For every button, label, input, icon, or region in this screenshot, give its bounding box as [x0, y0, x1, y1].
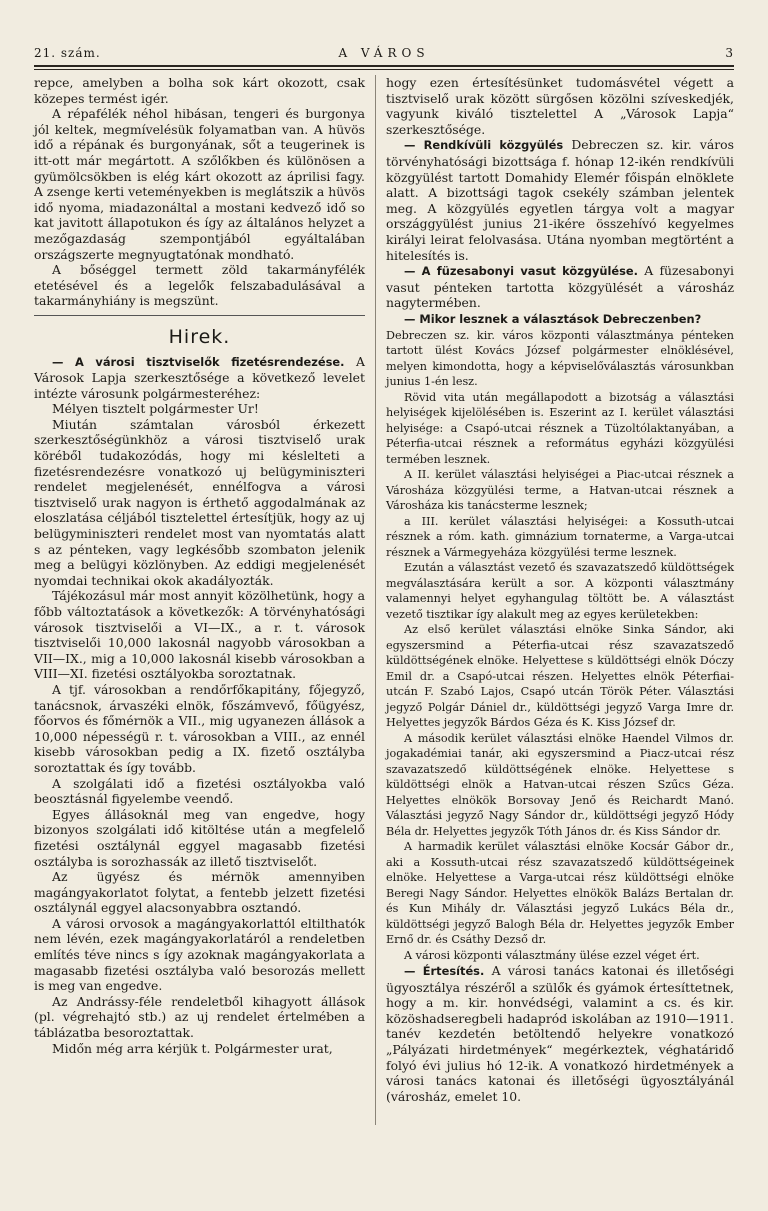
- page-number: 3: [725, 46, 734, 60]
- news-headline: — Rendkívüli közgyülés: [404, 138, 564, 153]
- paragraph: Tájékozásul már most annyit közölhetünk, hogy a főbb változtatások a következők: A törvényhatósági városok tisztviselői a VI—IX., a r. t. városok tisztviselői 10,000 lakosnál nagyobb városokban a VII—IX., mig a 10,000 lakosnál kisebb városokban a VIII—XI. fizetési osztályokba soroztatnak.: [34, 588, 365, 682]
- paragraph: Egyes állásoknál meg van engedve, hogy bizonyos szolgálati idő kitöltése után a megfelelő fizetési osztálynál eggyel magasabb fizetési osztályba is sorozhassák az illető tisztviselőt.: [34, 806, 365, 869]
- left-column: [34, 75, 365, 1056]
- small-print-block: [386, 328, 734, 964]
- paragraph: A második kerület választási elnöke Haendel Vilmos dr. jogakadémiai tanár, aki egyszersmind a Piacz-utcai rész szavazatszedő küldöttségének elnöke. Helyettese s küldöttségi elnök a Hatvan-utcai részen Szűcs Géza. Helyettes elnökök Borsovay Jenő és Reichardt Manó. Választási jegyző Nagy Sándor dr., küldöttségi jegyző Hódy Béla dr. Helyettes jegyzők Tóth János dr. és Kiss Sándor dr.: [386, 731, 734, 838]
- news-body: A Városok Lapja szerkesztősége a következő levelet intézte városunk polgármesteréhez:: [34, 353, 365, 401]
- news-item: [386, 963, 734, 1104]
- paragraph: Az első kerület választási elnöke Sinka Sándor, aki egyszersmind a Péterfia-utcai rész szavazatszedő küldöttségének elnöke. Helyettese s küldöttségi elnök Dóczy Emil dr. a Csapó-utcai részen. Helyettes elnök Péterfiai-utcán F. Szabó Lajos, Csapó utcán Török Péter. Választási jegyző Polgár Dániel dr., küldöttségi jegyző Varga Imre dr. Helyettes jegyzők Bárdos Géza és K. Kiss József dr.: [386, 623, 734, 729]
- paragraph: A harmadik kerület választási elnöke Kocsár Gábor dr., aki a Kossuth-utcai rész szavazatszedő küldöttségeinek elnöke. Helyettese a Varga-utcai rész küldöttségi elnöke Beregi Nagy Sándor. Helyettes elnökök Balázs Bertalan dr. és Kun Mihály dr. Választási jegyző Lukács Béla dr., küldöttségi jegyző Balogh Béla dr. Helyettes jegyzők Ember Ernő dr. és Csáthy Dezső dr.: [386, 840, 734, 946]
- paragraph: A városi központi választmány ülése ezzel véget ért.: [404, 948, 700, 962]
- paragraph: Mélyen tisztelt polgármester Ur!: [52, 401, 259, 417]
- column-divider: [375, 75, 376, 1125]
- news-item: [386, 137, 734, 263]
- news-headline: — Mikor lesznek a választások Debreczenben?: [404, 311, 702, 326]
- paragraph: repce, amelyben a bolha sok kárt okozott, csak közepes termést igér.: [34, 75, 365, 106]
- page-header: [34, 44, 734, 64]
- paragraph: A II. kerület választási helyiségei a Piac-utcai résznek a Városháza közgyülési terme, a Hatvan-utcai résznek a Városháza kis tanácsterme lesznek;: [386, 468, 734, 512]
- paragraph: hogy ezen értesítésünket tudomásvétel végett a tisztviselő urak között sürgősen közölni szíveskedjék, vagyunk kiváló tisztelettel A „Városok Lapja“ szerkesztősége.: [386, 75, 734, 137]
- right-column: [386, 75, 734, 1104]
- paragraph: Az Andrássy-féle rendeletből kihagyott állások (pl. végrehajtó stb.) az uj rendelet értelmében a táblázatba besoroztattak.: [34, 993, 365, 1041]
- publication-title: A VÁROS: [338, 46, 430, 60]
- paragraph: a III. kerület választási helyiségei: a Kossuth-utcai résznek a róm. kath. gimnázium tornaterme, a Varga-utcai résznek a Vármegyeháza közgyülési terme lesznek.: [386, 514, 734, 559]
- paragraph: A bőséggel termett zöld takarmányfélék etetésével és a legelők felszabadulásával a takarmányhiány is megszünt.: [34, 262, 365, 309]
- news-headline: — Értesítés.: [404, 964, 485, 978]
- section-title: Hirek.: [168, 325, 231, 348]
- paragraph: Rövid vita után megállapodott a bizotság a választási helyiségek kijelölésében is. Eszerint az I. kerület választási helyisége: a Csapó-utcai résznek a Tüzoltólaktanyában, a Péterfia-utcai résznek a református egyházi közgyülési termében lesznek.: [386, 390, 734, 466]
- paragraph: A répafélék néhol hibásan, tengeri és burgonya jól keltek, megmívelésük folyamatban van. A hüvös idő a répának és burgonyának, sőt a teugerinek is itt-ott már megártott. A szőlőkben és különösen a gyümölcsökben is elég kárt okozott az áprilisi fagy. A zsenge kerti veteményekben is meglátszik a hüvös idő nyoma, miadazonáltal a mostani kedvező idő so kat javitott állapotukon és így az általános helyzet a mezőgazdaság szempontjából egyáltalában országszerte megnyugtatónak mondható.: [34, 106, 365, 262]
- paragraph: A tjf. városokban a rendőrfőkapitány, főjegyző, tanácsnok, árvaszéki elnök, főszámvevő, főügyész, főorvos és főmérnök a VII., mig ugyanezen állások a 10,000 népességü r. t. városokban a VIII., az ennél kisebb városokban pedig a IX. fizető osztályba soroztattak és így tovább.: [34, 681, 365, 775]
- paragraph: A szolgálati idő a fizetési osztályokba való beosztásnál figyelembe veendő.: [34, 775, 365, 807]
- news-body: Debreczen sz. kir. város törvényhatósági bizottsága f. hónap 12-ikén rendkívüli közgyülést tartott Domahidy Elemér főispán elnöklete alatt. A bizottsági tagok csekély számban jelentek meg. A közgyülés egyetlen tárgya volt a magyar országgyülést junius 21-ikére összehívó kegyelmes királyi leirat felolvasása. Utána nyomban megtörtént a hitelesítés is.: [386, 137, 734, 263]
- issue-number: 21. szám.: [34, 46, 101, 60]
- news-item: [386, 311, 734, 328]
- news-item: [386, 263, 734, 311]
- paragraph: A városi orvosok a magángyakorlattól eltilthatók nem lévén, ezek magángyakorlatáról a rendeletben említés téve nincs s így azoknak magángyakorlata a magasabb fizetési osztályba való besorozás mellett is meg van engedve.: [34, 915, 365, 994]
- news-body: A városi tanács katonai és illetőségi ügyosztálya részéről a szülők és gyámok értesíttetnek, hogy a m. kir. honvédségi, valamint a cs. és kir. közöshadseregbeli hadapród iskolában az 1910—1911. tanév kezdetén betöltendő helyekre vonatkozó „Pályázati hirdetmények“ megérkeztek, véghatáridő folyó évi julius hó 12-ik. A vonatkozó hirdetmények a városi tanács katonai és illetőségi ügyosztályánál (városház, emelet 10.: [386, 963, 734, 1104]
- paragraph: Az ügyész és mérnök amennyiben magángyakorlatot folytat, a fentebb jelzett fizetési osztálynál eggyel alacsonyabbra osztandó.: [34, 869, 365, 916]
- paragraph: Debreczen sz. kir. város központi választmánya pénteken tartott ülést Kovács József polgármester elnöklésével, melyen kimondotta, hogy a képviselőválasztás városunkban junius 1-én lesz.: [386, 328, 734, 388]
- news-body: A füzesabonyi vasut pénteken tartotta közgyülését a városház nagytermében.: [386, 263, 734, 311]
- paragraph: Miután számtalan városból érkezett szerkesztőségünkhöz a városi tisztviselő urak köréből tudakozódás, hogy mi késlelteti a fizetésrendezésre vonatkozó uj belügyminiszteri rendelet megjelenését, ennélfogva a városi tisztviselő urak nagyon is érthető aggodalmának az eloszlatása céljából tisztelettel értesítjük, hogy az uj belügyminiszteri rendelet most van nyomtatás alatt s az pénteken, vagy legkésőbb szombaton jelenik meg a belügyi közlönyben. Az eddigi megjelenését nyomdai technikai okok akadályozták.: [34, 416, 365, 588]
- news-headline: — A füzesabonyi vasut közgyülése.: [404, 264, 638, 279]
- news-item: [34, 354, 365, 402]
- section-rule: [34, 315, 365, 316]
- header-rule: [34, 65, 734, 70]
- paragraph: Midőn még arra kérjük t. Polgármester urat,: [52, 1040, 333, 1056]
- news-headline: — A városi tisztviselők fizetésrendezése.: [52, 354, 345, 369]
- paragraph: Ezután a választást vezető és szavazatszedő küldöttségek megválasztására került a sor. A központi választmány valamennyi helyet egyhangulag töltött be. A választást vezető tisztikar így alakult meg az egyes kerületekben:: [386, 561, 734, 621]
